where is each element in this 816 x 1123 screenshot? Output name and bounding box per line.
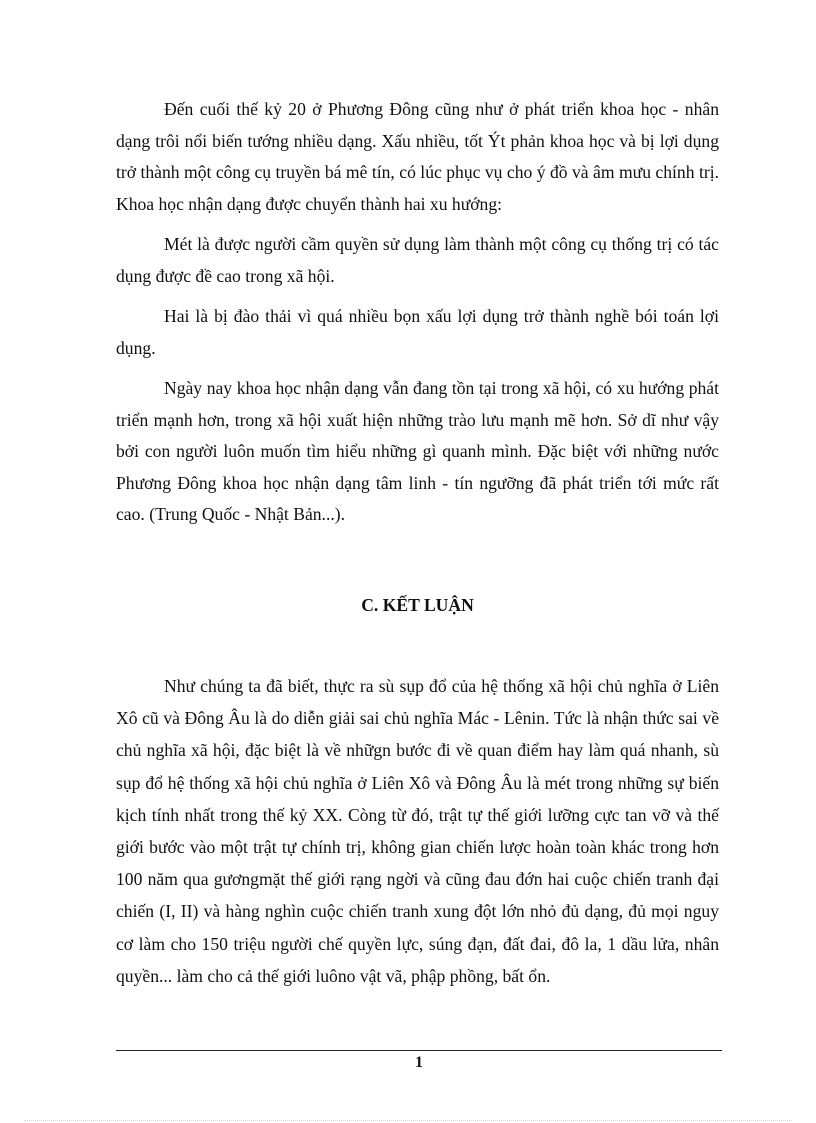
- page-number: 1: [415, 1054, 423, 1071]
- section-heading: C. KẾT LUẬN: [361, 595, 474, 615]
- paragraph-2: Mét là được người cầm quyền sử dụng làm thành một công cụ thống trị có tác dụng được đề cao trong xã hội.: [116, 234, 719, 286]
- paragraph-5: Như chúng ta đã biết, thực ra sù sụp đổ của hệ thống xã hội chủ nghĩa ở Liên Xô cũ và Đông Âu là do diễn giải sai chủ nghĩa Mác - Lênin. Tức là nhận thức sai về chủ nghĩa xã hội, đặc biệt là về nhữgn bước đi về quan điểm hay làm quá nhanh, sù sụp đổ hệ thống xã hội chủ nghĩa ở Liên Xô và Đông Âu là mét trong những sự biến kịch tính nhất trong thế kỷ XX. Còng từ đó, trật tự thế giới lưỡng cực tan vỡ và thế giới bước vào một trật tự chính trị, không gian chiến lược hoàn toàn khác trong hơn 100 năm qua gươngmặt thế giới rạng ngời và cũng đau đớn hai cuộc chiến tranh đại chiến (I, II) và hàng nghìn cuộc chiến tranh xung đột lớn nhỏ đủ dạng, đủ mọi nguy cơ làm cho 150 triệu người chế quyền lực, súng đạn, đất đai, đô la, 1 dầu lửa, nhân quyền... làm cho cả thế giới luônо vật vã, phập phồng, bất ổn.: [116, 676, 719, 986]
- footer-divider: [116, 1050, 722, 1051]
- page-bottom-edge: [24, 1120, 792, 1121]
- paragraph-4: Ngày nay khoa học nhận dạng vẫn đang tồn tại trong xã hội, có xu hướng phát triển mạnh hơn, trong xã hội xuất hiện những trào lưu mạnh mẽ hơn. Sở dĩ như vậy bởi con người luôn muốn tìm hiểu những gì quanh mình. Đặc biệt với những nước Phương Đông khoa học nhận dạng tâm linh - tín ngưỡng đã phát triển tới mức rất cao. (Trung Quốc - Nhật Bản...).: [116, 378, 719, 524]
- paragraph-3: Hai là bị đào thải vì quá nhiều bọn xấu lợi dụng trở thành nghề bói toán lợi dụng.: [116, 306, 719, 358]
- body-text-top: [116, 94, 719, 540]
- paragraph-1: Đến cuối thế kỷ 20 ở Phương Đông cũng như ở phát triển khoa học - nhân dạng trôi nổi biến tướng nhiều dạng. Xấu nhiều, tốt Ýt phản khoa học và bị lợi dụng trở thành một công cụ truyền bá mê tín, có lúc phục vụ cho ý đồ và âm mưu chính trị. Khoa học nhận dạng được chuyển thành hai xu hướng:: [116, 99, 719, 214]
- body-text-bottom: [116, 670, 719, 1001]
